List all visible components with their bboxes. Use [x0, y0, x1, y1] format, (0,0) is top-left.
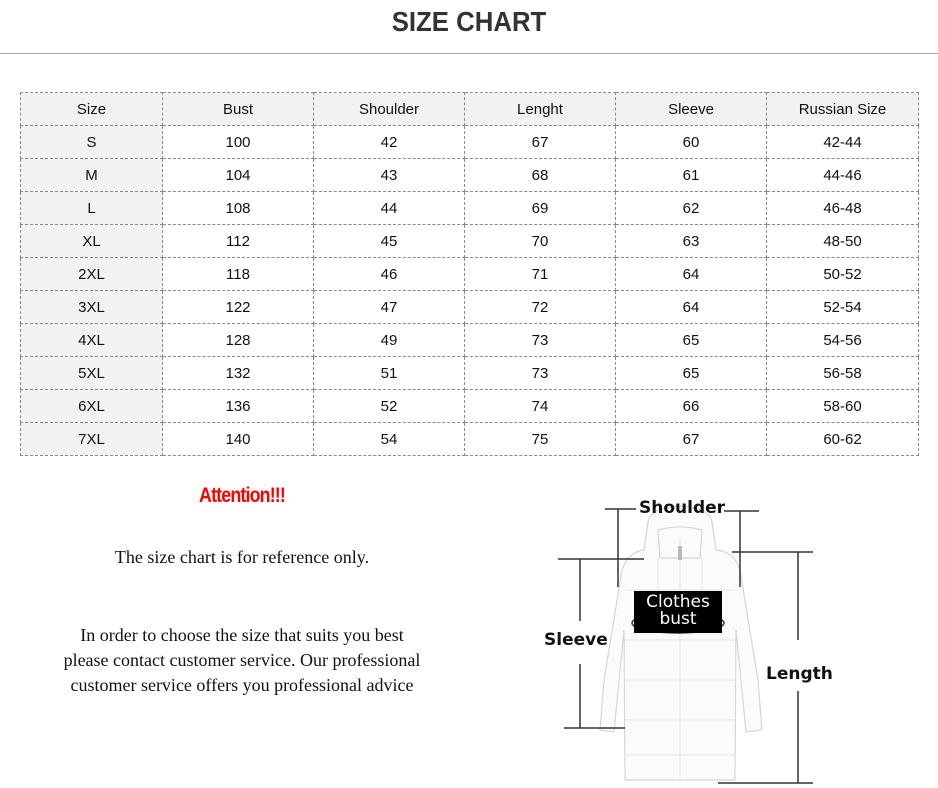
cell-bust: 118 — [163, 258, 314, 291]
length-label: Length — [766, 664, 833, 684]
cell-size: 3XL — [21, 291, 163, 324]
cell-bust: 112 — [163, 225, 314, 258]
cell-sleeve: 64 — [616, 291, 767, 324]
cell-shoulder: 44 — [314, 192, 465, 225]
table-row — [21, 126, 919, 159]
bust-label-line: bust — [659, 609, 697, 629]
cell-sleeve: 66 — [616, 390, 767, 423]
contact-note — [0, 623, 484, 698]
cell-russian-size: 60-62 — [767, 423, 919, 456]
bust-label-box — [634, 591, 722, 633]
cell-russian-size: 54-56 — [767, 324, 919, 357]
cell-size: M — [21, 159, 163, 192]
size-table — [20, 92, 919, 456]
contact-note-line: In order to choose the size that suits you best — [80, 625, 404, 645]
cell-shoulder: 45 — [314, 225, 465, 258]
attention-heading: Attention!!! — [199, 484, 285, 507]
cell-bust: 132 — [163, 357, 314, 390]
table-row — [21, 225, 919, 258]
cell-sleeve: 60 — [616, 126, 767, 159]
column-header-length: Lenght — [465, 93, 616, 126]
cell-shoulder: 47 — [314, 291, 465, 324]
cell-length: 75 — [465, 423, 616, 456]
cell-bust: 128 — [163, 324, 314, 357]
cell-sleeve: 62 — [616, 192, 767, 225]
contact-note-line: please contact customer service. Our professional — [63, 650, 421, 670]
cell-shoulder: 51 — [314, 357, 465, 390]
cell-length: 67 — [465, 126, 616, 159]
column-header-russian-size: Russian Size — [767, 93, 919, 126]
cell-russian-size: 50-52 — [767, 258, 919, 291]
table-row — [21, 324, 919, 357]
cell-length: 73 — [465, 357, 616, 390]
cell-russian-size: 42-44 — [767, 126, 919, 159]
reference-note: The size chart is for reference only. — [114, 547, 370, 567]
column-header-shoulder: Shoulder — [314, 93, 465, 126]
cell-size: 5XL — [21, 357, 163, 390]
cell-length: 74 — [465, 390, 616, 423]
cell-size: L — [21, 192, 163, 225]
title-bar — [0, 0, 938, 54]
cell-size: 7XL — [21, 423, 163, 456]
table-row — [21, 423, 919, 456]
cell-bust: 136 — [163, 390, 314, 423]
measurement-diagram — [530, 480, 860, 788]
cell-size: S — [21, 126, 163, 159]
column-header-size: Size — [21, 93, 163, 126]
cell-length: 72 — [465, 291, 616, 324]
cell-russian-size: 44-46 — [767, 159, 919, 192]
cell-sleeve: 65 — [616, 324, 767, 357]
cell-sleeve: 63 — [616, 225, 767, 258]
shoulder-label: Shoulder — [639, 498, 726, 518]
contact-note-line: customer service offers you professional advice — [70, 675, 414, 695]
cell-length: 70 — [465, 225, 616, 258]
cell-bust: 100 — [163, 126, 314, 159]
cell-size: 2XL — [21, 258, 163, 291]
cell-shoulder: 46 — [314, 258, 465, 291]
cell-sleeve: 67 — [616, 423, 767, 456]
cell-bust: 108 — [163, 192, 314, 225]
cell-sleeve: 64 — [616, 258, 767, 291]
cell-russian-size: 58-60 — [767, 390, 919, 423]
table-header-row — [21, 93, 919, 126]
cell-russian-size: 52-54 — [767, 291, 919, 324]
cell-russian-size: 48-50 — [767, 225, 919, 258]
cell-russian-size: 46-48 — [767, 192, 919, 225]
cell-shoulder: 43 — [314, 159, 465, 192]
table-row — [21, 390, 919, 423]
page-title: SIZE CHART — [391, 6, 547, 37]
cell-size: 4XL — [21, 324, 163, 357]
cell-bust: 122 — [163, 291, 314, 324]
table-row — [21, 192, 919, 225]
table-row — [21, 357, 919, 390]
cell-sleeve: 65 — [616, 357, 767, 390]
sleeve-label: Sleeve — [544, 630, 608, 650]
column-header-bust: Bust — [163, 93, 314, 126]
cell-length: 71 — [465, 258, 616, 291]
cell-shoulder: 42 — [314, 126, 465, 159]
cell-bust: 104 — [163, 159, 314, 192]
cell-russian-size: 56-58 — [767, 357, 919, 390]
cell-shoulder: 54 — [314, 423, 465, 456]
column-header-sleeve: Sleeve — [616, 93, 767, 126]
cell-length: 73 — [465, 324, 616, 357]
cell-sleeve: 61 — [616, 159, 767, 192]
table-row — [21, 291, 919, 324]
bust-label-line: Clothes — [646, 592, 710, 612]
cell-bust: 140 — [163, 423, 314, 456]
cell-shoulder: 52 — [314, 390, 465, 423]
cell-length: 69 — [465, 192, 616, 225]
cell-length: 68 — [465, 159, 616, 192]
cell-size: 6XL — [21, 390, 163, 423]
table-row — [21, 159, 919, 192]
table-row — [21, 258, 919, 291]
cell-shoulder: 49 — [314, 324, 465, 357]
cell-size: XL — [21, 225, 163, 258]
